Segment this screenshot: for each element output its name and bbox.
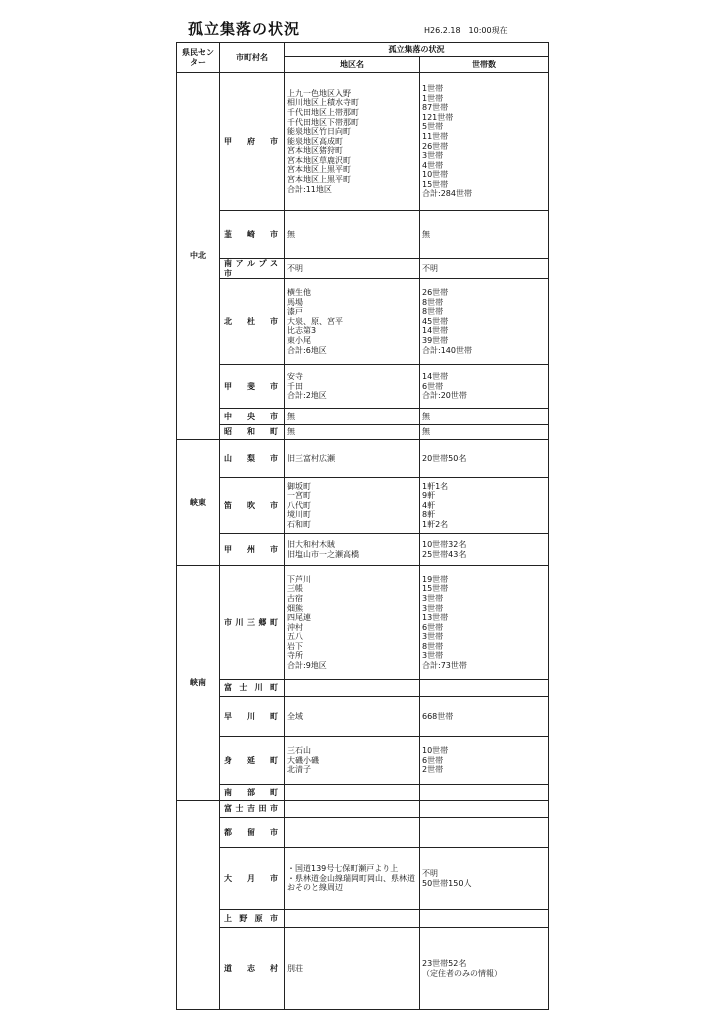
households-cell [420, 910, 549, 928]
district-name: 千田 [287, 381, 303, 391]
households-cell [420, 818, 549, 848]
municipality-name: 甲州市 [220, 534, 285, 566]
households-cell [420, 928, 549, 1010]
table-row [177, 440, 549, 478]
household-count: 10世帯32名 [422, 540, 467, 550]
table-row [177, 279, 549, 365]
municipality-name: 韮崎市 [220, 211, 285, 259]
household-count: 不明 [422, 869, 438, 879]
district-name: 全域 [287, 711, 303, 721]
district-name: 宮本地区猪狩町 [287, 146, 343, 156]
header-district: 地区名 [285, 57, 420, 73]
table-body [177, 73, 549, 1010]
household-count: 6世帯 [422, 622, 444, 632]
table-row [177, 211, 549, 259]
district-name: 無 [287, 229, 295, 239]
table-row [177, 259, 549, 279]
municipality-name: 昭和町 [220, 425, 285, 440]
household-count: 3世帯 [422, 603, 444, 613]
households-cell [420, 737, 549, 785]
household-count: 26世帯 [422, 141, 449, 151]
household-count: 15世帯 [422, 584, 449, 594]
district-name: 相川地区上積水寺町 [287, 98, 359, 108]
municipality-name: 身延町 [220, 737, 285, 785]
household-count: 13世帯 [422, 613, 449, 623]
district-name: 別荘 [287, 963, 303, 973]
household-count: 無 [422, 229, 430, 239]
household-count: 3世帯 [422, 632, 444, 642]
district-cell [285, 365, 420, 409]
household-count: 87世帯 [422, 103, 449, 113]
district-name: 合計:6地区 [287, 345, 327, 355]
table-row [177, 737, 549, 785]
municipality-name: 甲府市 [220, 73, 285, 211]
table-row [177, 697, 549, 737]
municipality-name: 笛吹市 [220, 478, 285, 534]
district-name: 大磯小磯 [287, 755, 319, 765]
district-cell [285, 566, 420, 680]
district-name: 比志第3 [287, 326, 317, 336]
household-count: 668世帯 [422, 711, 454, 721]
table-row [177, 73, 549, 211]
district-cell [285, 440, 420, 478]
header-municipality: 市町村名 [220, 43, 285, 73]
household-count: 8世帯 [422, 297, 444, 307]
district-cell [285, 425, 420, 440]
district-name: 千代田地区下帯那町 [287, 117, 359, 127]
table-row [177, 818, 549, 848]
district-name: 三帳 [287, 584, 303, 594]
municipality-name: 中央市 [220, 409, 285, 425]
household-count: 無 [422, 411, 430, 421]
table-row [177, 566, 549, 680]
household-count: 合計:284世帯 [422, 189, 472, 199]
household-count: 8軒 [422, 510, 436, 520]
district-name: 無 [287, 411, 295, 421]
district-cell [285, 680, 420, 697]
district-cell [285, 910, 420, 928]
household-count: 19世帯 [422, 574, 449, 584]
district-name: 旧塩山市一之瀬高橋 [287, 549, 359, 559]
household-count: 4軒 [422, 500, 436, 510]
municipality-name: 富士吉田市 [220, 801, 285, 818]
district-name: 不明 [287, 263, 303, 273]
district-name: 能泉地区高成町 [287, 136, 343, 146]
municipality-name: 都留市 [220, 818, 285, 848]
district-name: 横生他 [287, 288, 311, 298]
household-count: 121世帯 [422, 112, 454, 122]
district-name: 能泉地区竹日向町 [287, 127, 351, 137]
household-count: 1軒2名 [422, 520, 449, 530]
district-name: 旧大和村木賊 [287, 540, 335, 550]
household-count: 3世帯 [422, 651, 444, 661]
municipality-name: 富士川町 [220, 680, 285, 697]
district-name: 岩下 [287, 641, 303, 651]
district-name: 四尾連 [287, 613, 311, 623]
household-count: 15世帯 [422, 179, 449, 189]
municipality-name: 南アルプス市 [220, 259, 285, 279]
district-name: 畑熊 [287, 603, 303, 613]
center-name [177, 801, 220, 1010]
district-name: 大泉、原、宮平 [287, 316, 343, 326]
household-count: 1世帯 [422, 83, 444, 93]
household-count: 14世帯 [422, 326, 449, 336]
district-cell [285, 279, 420, 365]
household-count: 不明 [422, 263, 438, 273]
district-cell [285, 259, 420, 279]
household-count: 11世帯 [422, 131, 449, 141]
table-row [177, 848, 549, 910]
households-cell [420, 848, 549, 910]
household-count: 合計:20世帯 [422, 391, 467, 401]
municipality-name: 早川町 [220, 697, 285, 737]
district-name: 下芦川 [287, 574, 311, 584]
district-name: 北清子 [287, 765, 311, 775]
district-name: 御坂町 [287, 481, 311, 491]
district-cell [285, 785, 420, 801]
district-cell [285, 818, 420, 848]
household-count: 1軒1名 [422, 481, 449, 491]
household-count: 合計:73世帯 [422, 661, 467, 671]
district-name: 馬場 [287, 297, 303, 307]
household-count: 20世帯50名 [422, 453, 467, 463]
table-row [177, 910, 549, 928]
district-cell [285, 409, 420, 425]
district-name: 無 [287, 427, 295, 437]
district-name: ・国道139号七保町瀬戸より上 [287, 864, 399, 874]
household-count: 6世帯 [422, 381, 444, 391]
district-name: 東小尾 [287, 336, 311, 346]
district-cell [285, 73, 420, 211]
district-name: 五八 [287, 632, 303, 642]
household-count: （定住者のみの情報） [422, 968, 502, 978]
household-count: 10世帯 [422, 170, 449, 180]
center-name: 峡南 [177, 566, 220, 801]
table-row [177, 801, 549, 818]
households-cell [420, 534, 549, 566]
district-name: 寺所 [287, 651, 303, 661]
municipality-name: 甲斐市 [220, 365, 285, 409]
header-households: 世帯数 [420, 57, 549, 73]
district-cell [285, 848, 420, 910]
district-name: 境川町 [287, 510, 311, 520]
household-count: 2世帯 [422, 765, 444, 775]
household-count: 8世帯 [422, 641, 444, 651]
household-count: 14世帯 [422, 372, 449, 382]
households-cell [420, 680, 549, 697]
household-count: 23世帯52名 [422, 959, 467, 969]
district-name: 上九一色地区入野 [287, 88, 351, 98]
household-count: 9軒 [422, 491, 436, 501]
household-count: 4世帯 [422, 160, 444, 170]
municipality-name: 道志村 [220, 928, 285, 1010]
district-name: ・県林道金山線瑞岡町岡山、県林道おそのと線周辺 [287, 873, 415, 893]
district-cell [285, 737, 420, 785]
district-name: 古宿 [287, 593, 303, 603]
households-cell [420, 409, 549, 425]
district-name: 三石山 [287, 746, 311, 756]
district-name: 漆戸 [287, 307, 303, 317]
household-count: 25世帯43名 [422, 549, 467, 559]
household-count: 50世帯150人 [422, 878, 472, 888]
households-cell [420, 566, 549, 680]
district-cell [285, 928, 420, 1010]
district-name: 千代田地区上帯那町 [287, 107, 359, 117]
household-count: 3世帯 [422, 593, 444, 603]
district-name: 合計:11地区 [287, 184, 332, 194]
report-date: H26.2.18 10:00現在 [424, 26, 508, 35]
page-title: 孤立集落の状況 [188, 20, 301, 38]
municipality-name: 市川三郷町 [220, 566, 285, 680]
households-cell [420, 478, 549, 534]
district-cell [285, 211, 420, 259]
household-count: 26世帯 [422, 288, 449, 298]
isolated-villages-table [176, 42, 549, 1010]
table-row [177, 680, 549, 697]
municipality-name: 大月市 [220, 848, 285, 910]
district-name: 八代町 [287, 500, 311, 510]
district-cell [285, 478, 420, 534]
center-name: 峡東 [177, 440, 220, 566]
households-cell [420, 73, 549, 211]
household-count: 10世帯 [422, 746, 449, 756]
district-name: 石和町 [287, 520, 311, 530]
household-count: 39世帯 [422, 336, 449, 346]
household-count: 5世帯 [422, 122, 444, 132]
district-name: 一宮町 [287, 491, 311, 501]
households-cell [420, 279, 549, 365]
households-cell [420, 425, 549, 440]
district-name: 宮本地区上黒平町 [287, 175, 351, 185]
household-count: 1世帯 [422, 93, 444, 103]
table-row [177, 478, 549, 534]
center-name: 中北 [177, 73, 220, 440]
household-count: 合計:140世帯 [422, 345, 472, 355]
households-cell [420, 801, 549, 818]
municipality-name: 山梨市 [220, 440, 285, 478]
households-cell [420, 365, 549, 409]
municipality-name: 南部町 [220, 785, 285, 801]
municipality-name: 北杜市 [220, 279, 285, 365]
table-row [177, 365, 549, 409]
district-name: 合計:9地区 [287, 661, 327, 671]
table-row [177, 409, 549, 425]
district-name: 宮本地区草鹿沢町 [287, 155, 351, 165]
household-count: 3世帯 [422, 151, 444, 161]
households-cell [420, 211, 549, 259]
table-row [177, 785, 549, 801]
header-status-group: 孤立集落の状況 [285, 43, 549, 57]
district-name: 沖村 [287, 622, 303, 632]
district-name: 安寺 [287, 372, 303, 382]
district-cell [285, 801, 420, 818]
district-name: 合計:2地区 [287, 391, 327, 401]
households-cell [420, 440, 549, 478]
table-row [177, 928, 549, 1010]
households-cell [420, 697, 549, 737]
household-count: 無 [422, 427, 430, 437]
district-cell [285, 697, 420, 737]
district-name: 宮本地区上黒平町 [287, 165, 351, 175]
household-count: 6世帯 [422, 755, 444, 765]
municipality-name: 上野原市 [220, 910, 285, 928]
households-cell [420, 259, 549, 279]
header-center: 県民センター [177, 43, 220, 73]
household-count: 8世帯 [422, 307, 444, 317]
table-row [177, 534, 549, 566]
table-row [177, 425, 549, 440]
district-name: 旧三富村広瀬 [287, 453, 335, 463]
district-cell [285, 534, 420, 566]
households-cell [420, 785, 549, 801]
household-count: 45世帯 [422, 316, 449, 326]
